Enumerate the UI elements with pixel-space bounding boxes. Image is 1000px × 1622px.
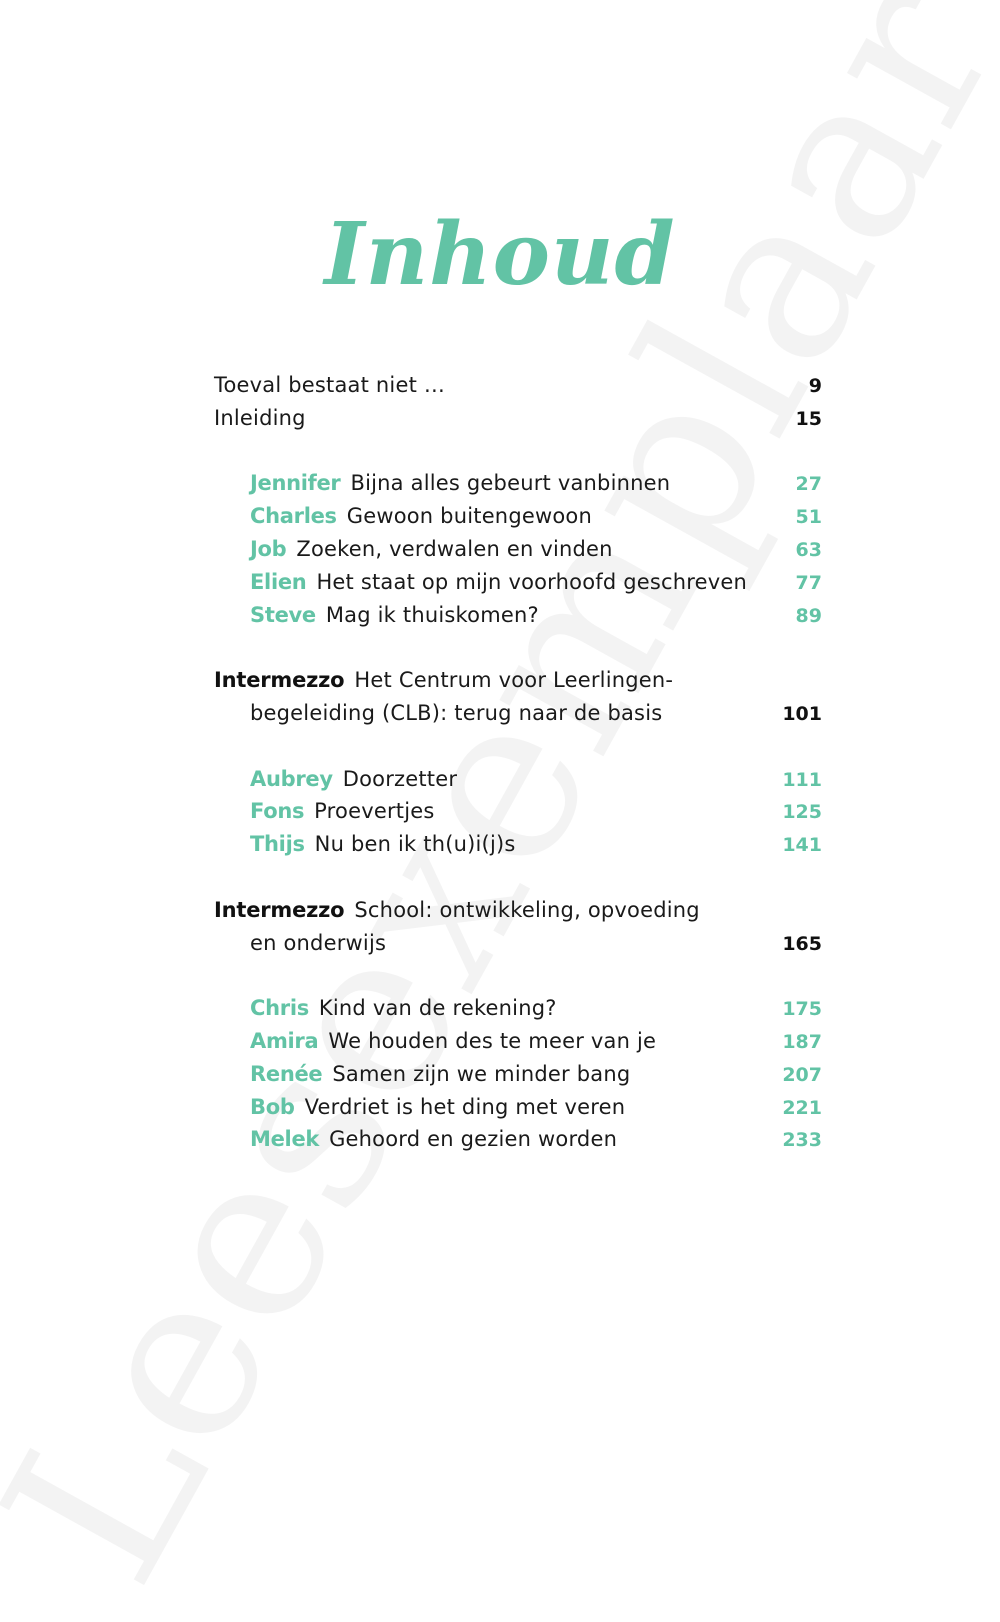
entry-title: Verdriet is het ding met veren bbox=[304, 1094, 626, 1119]
entry-title: School: ontwikkeling, opvoeding bbox=[354, 897, 700, 922]
page-number: 125 bbox=[782, 801, 822, 824]
entry-title: Het staat op mijn voorhoofd geschreven bbox=[316, 569, 748, 594]
entry-title: Mag ik thuiskomen? bbox=[325, 602, 539, 627]
toc-entry bbox=[214, 599, 822, 632]
page-number: 187 bbox=[782, 1030, 822, 1053]
entry-title: Gehoord en gezien worden bbox=[329, 1127, 618, 1152]
entry-title: Zoeken, verdwalen en vinden bbox=[296, 536, 613, 561]
intermezzo-entry bbox=[214, 664, 822, 697]
chapter-name: Fons bbox=[250, 799, 305, 824]
chapter-name: Job bbox=[250, 536, 287, 561]
toc-entry bbox=[214, 1123, 822, 1156]
page-number: 165 bbox=[782, 932, 822, 955]
entry-title: Bijna alles gebeurt vanbinnen bbox=[350, 471, 671, 496]
toc-entry bbox=[214, 795, 822, 828]
page-number: 221 bbox=[782, 1096, 822, 1119]
toc-entry bbox=[214, 566, 822, 599]
toc-entry bbox=[214, 763, 822, 796]
entry-title: Het Centrum voor Leerlingen- bbox=[354, 668, 674, 693]
entry-title: Samen zijn we minder bang bbox=[332, 1061, 631, 1086]
intermezzo-entry bbox=[214, 894, 822, 927]
entry-title: begeleiding (CLB): terug naar de basis bbox=[250, 700, 663, 725]
page-number: 175 bbox=[782, 998, 822, 1021]
chapter-name: Melek bbox=[250, 1127, 320, 1152]
toc-entry bbox=[214, 1058, 822, 1091]
page-number: 51 bbox=[795, 506, 822, 529]
chapter-name: Amira bbox=[250, 1028, 319, 1053]
toc-entry bbox=[214, 992, 822, 1025]
page-number: 101 bbox=[782, 702, 822, 725]
table-of-contents bbox=[214, 369, 822, 1156]
toc-entry bbox=[214, 402, 822, 435]
toc-entry bbox=[214, 1091, 822, 1124]
page-number: 9 bbox=[808, 375, 822, 397]
page-number: 63 bbox=[795, 538, 822, 561]
page-number: 233 bbox=[782, 1129, 822, 1152]
entry-title: Inleiding bbox=[214, 405, 306, 430]
chapter-name: Renée bbox=[250, 1061, 323, 1086]
page-title: Inhoud bbox=[324, 204, 676, 305]
page-number: 27 bbox=[795, 473, 822, 496]
entry-title: Gewoon buitengewoon bbox=[346, 504, 592, 529]
chapter-name: Elien bbox=[250, 569, 307, 594]
entry-title: We houden des te meer van je bbox=[328, 1028, 657, 1053]
chapter-name: Jennifer bbox=[250, 471, 341, 496]
toc-entry bbox=[214, 828, 822, 861]
intermezzo-label: Intermezzo bbox=[214, 668, 345, 693]
page-number: 141 bbox=[782, 834, 822, 857]
intermezzo-entry-continued bbox=[214, 927, 822, 960]
entry-title: Kind van de rekening? bbox=[318, 996, 557, 1021]
toc-entry bbox=[214, 369, 822, 402]
page-number: 89 bbox=[795, 604, 822, 627]
chapter-name: Chris bbox=[250, 996, 309, 1021]
intermezzo-label: Intermezzo bbox=[214, 897, 345, 922]
page-number: 207 bbox=[782, 1063, 822, 1086]
entry-title: Doorzetter bbox=[342, 766, 458, 791]
chapter-name: Charles bbox=[250, 504, 337, 529]
toc-entry bbox=[214, 467, 822, 500]
toc-entry bbox=[214, 1025, 822, 1058]
page-number: 111 bbox=[782, 768, 822, 791]
intermezzo-entry-continued bbox=[214, 697, 822, 730]
toc-entry bbox=[214, 500, 822, 533]
entry-title: Proevertjes bbox=[314, 799, 435, 824]
toc-entry bbox=[214, 533, 822, 566]
chapter-name: Steve bbox=[250, 602, 316, 627]
page-number: 15 bbox=[795, 407, 822, 430]
chapter-name: Bob bbox=[250, 1094, 295, 1119]
chapter-name: Aubrey bbox=[250, 766, 333, 791]
entry-title: en onderwijs bbox=[250, 930, 387, 955]
entry-title: Nu ben ik th(u)i(j)s bbox=[314, 832, 516, 857]
entry-title: Toeval bestaat niet … bbox=[214, 373, 446, 397]
chapter-name: Thijs bbox=[250, 832, 305, 857]
page-number: 77 bbox=[795, 571, 822, 594]
